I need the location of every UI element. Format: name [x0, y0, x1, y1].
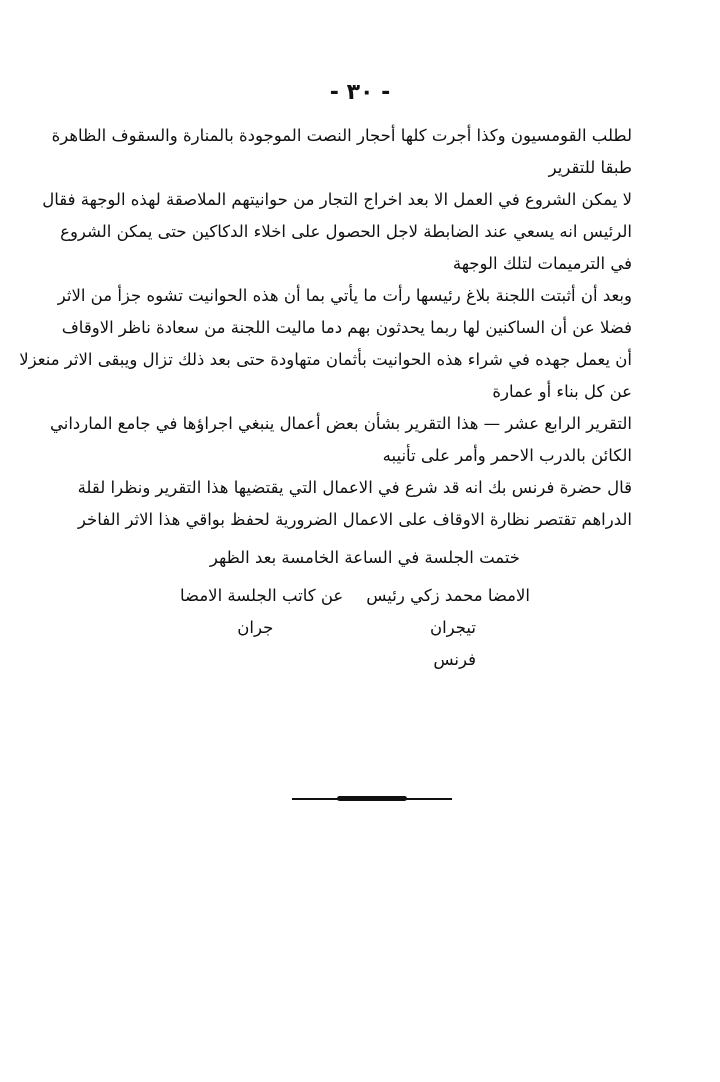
signature-names: [180, 612, 343, 644]
paragraph-3: [19, 280, 632, 408]
signatory-name: جران: [237, 618, 274, 637]
signatory-name: تيجران: [429, 618, 476, 637]
text-line: لا يمكن الشروع في العمل الا بعد اخراج التجار من حوانيتهم الملاصقة لهذه الوجهة فقال: [42, 190, 632, 209]
text-line: في الترميمات لتلك الوجهة: [452, 254, 632, 273]
text-line: لطلب القومسيون وكذا أجرت كلها أحجار النصت الموجودة بالمنارة والسقوف الظاهرة: [51, 126, 632, 145]
text-line: أن يعمل جهده في شراء هذه الحوانيت بأثمان متهاودة حتى بعد ذلك تزال ويبقى الاثر منعزلا: [19, 350, 632, 369]
signature-president: [366, 580, 530, 676]
closing-line: ختمت الجلسة في الساعة الخامسة بعد الظهر: [209, 548, 520, 567]
text-line: الكائن بالدرب الاحمر وأمر على تأنيبه: [382, 446, 632, 465]
paragraph-2: [42, 184, 632, 280]
signature-header: عن كاتب الجلسة الامضا: [180, 586, 344, 605]
signature-block: [180, 580, 530, 680]
paragraph-1: [51, 120, 632, 184]
signature-names: [366, 612, 530, 676]
text-line: وبعد أن أثبتت اللجنة بلاغ رئيسها رأت ما يأتي بما أن هذه الحوانيت تشوه جزأ من الاثر: [57, 286, 632, 305]
text-line: عن كل بناء أو عمارة: [492, 382, 632, 401]
text-line: التقرير الرابع عشر — هذا التقرير بشأن بعض أعمال ينبغي اجراؤها في جامع المارداني: [50, 414, 632, 433]
text-line: الدراهم تقتصر نظارة الاوقاف على الاعمال الضرورية لحفظ بواقي هذا الاثر الفاخر: [77, 510, 632, 529]
paragraph-5: [77, 472, 632, 536]
signature-secretary: [180, 580, 343, 644]
page-number: - ٣٠ -: [329, 80, 391, 105]
signatory-name: فرنس: [433, 650, 476, 669]
text-line: طبقا للتقرير: [548, 158, 632, 177]
text-line: قال حضرة فرنس بك انه قد شرع في الاعمال التي يقتضيها هذا التقرير ونظرا لقلة: [77, 478, 632, 497]
body-text: [19, 120, 632, 536]
signature-header: الامضا محمد زكي رئيس: [366, 586, 530, 605]
text-line: الرئيس انه يسعي عند الضابطة لاجل الحصول على اخلاء الدكاكين حتى يمكن الشروع: [60, 222, 632, 241]
paragraph-4: [50, 408, 632, 472]
ornamental-divider: [292, 798, 452, 800]
text-line: فضلا عن أن الساكنين لها ربما يحدثون بهم دما ماليت اللجنة من سعادة ناظر الاوقاف: [61, 318, 632, 337]
